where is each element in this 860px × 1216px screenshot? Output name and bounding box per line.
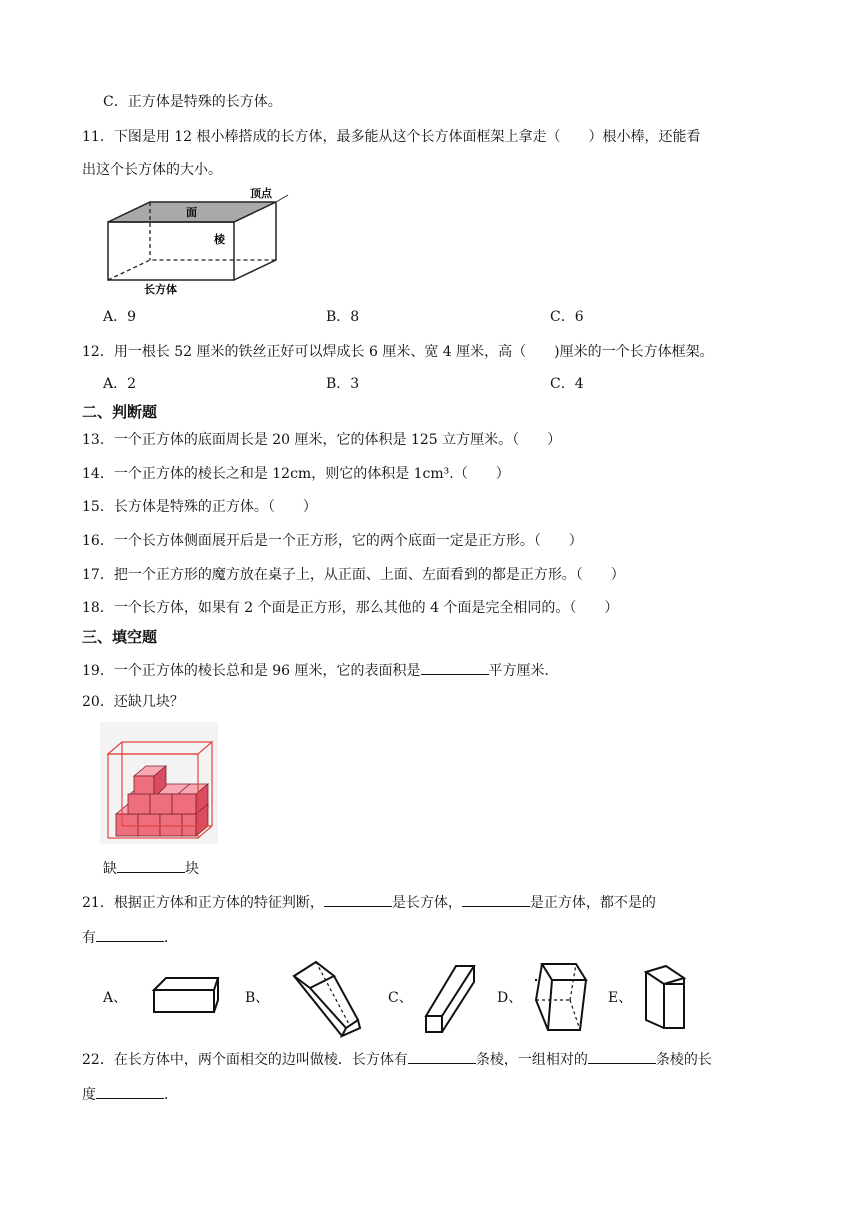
q20-answer-line (103, 858, 199, 879)
cuboid-hidden-edges (108, 260, 276, 280)
q22-line2 (82, 1084, 178, 1105)
q18-text: 18．一个长方体，如果有 2 个面是正方形，那么其他的 4 个面是完全相同的。（ ） (82, 600, 619, 616)
section-heading-judgement: 二、判断题 (82, 403, 158, 421)
q21-line (82, 892, 656, 913)
q11-text-cont: 出这个长方体的大小。 (82, 162, 222, 178)
label-vertex: 顶点 (250, 187, 272, 200)
q15-text: 15．长方体是特殊的正方体。（ ） (82, 499, 317, 515)
q21-blank-neither[interactable] (96, 927, 164, 942)
label-cuboid: 长方体 (144, 283, 177, 296)
q22-text-mid: 条棱，一组相对的 (475, 1052, 588, 1068)
cuboid-figure (100, 186, 290, 296)
shape-e-box (642, 962, 690, 1032)
shape-label-b: B、 (245, 990, 270, 1006)
q12-option-a[interactable]: A．2 (103, 376, 137, 392)
q12-text: 12．用一根长 52 厘米的铁丝正好可以焊成长 6 厘米、宽 4 厘米，高（ )厘米的一个长方体框架。 (82, 344, 714, 360)
q14-text: 14．一个正方体的棱长之和是 12cm，则它的体积是 1cm³.（ ） (82, 466, 510, 482)
q21-text-mid2: 是正方体，都不是的 (529, 895, 656, 911)
cube-blocks-figure (100, 722, 218, 844)
shape-c-tall-prism (420, 962, 478, 1038)
cuboid-front-face (108, 222, 234, 280)
q16-text: 16．一个长方体侧面展开后是一个正方形，它的两个底面一定是正方形。（ ） (82, 533, 583, 549)
q21-blank-cuboid[interactable] (324, 892, 392, 907)
q12-option-c[interactable]: C．4 (550, 376, 584, 392)
q11-option-c[interactable]: C．6 (550, 309, 584, 325)
q21b-text: 有 (82, 930, 96, 946)
q22-text-post: 条棱的长 (655, 1052, 712, 1068)
q21-text: 21．根据正方体和正方体的特征判断， (82, 895, 324, 911)
shape-a-flat-cuboid (148, 974, 224, 1018)
q10-option-c: C．正方体是特殊的长方体。 (103, 94, 282, 110)
q21-line2 (82, 927, 178, 948)
q11-option-a[interactable]: A．9 (103, 309, 137, 325)
q22-blank-opposite[interactable] (588, 1049, 656, 1064)
q22b-period: ． (164, 1087, 178, 1103)
shape-d-cube (528, 956, 592, 1036)
q11-option-b[interactable]: B．8 (326, 309, 360, 325)
q22-blank-length[interactable] (96, 1084, 164, 1099)
q19-line (82, 660, 559, 681)
q12-option-b[interactable]: B．3 (326, 376, 360, 392)
q20-text: 20．还缺几块？ (82, 694, 184, 710)
label-face: 面 (186, 206, 197, 219)
q20-answer-blank[interactable] (117, 858, 185, 873)
q21-blank-cube[interactable] (462, 892, 530, 907)
q20-lack-label: 缺 (103, 861, 117, 877)
q22-line (82, 1049, 712, 1070)
section-heading-fill: 三、填空题 (82, 628, 158, 646)
q19-text: 19．一个正方体的棱长总和是 96 厘米，它的表面积是 (82, 663, 421, 679)
vertex-pointer (276, 195, 288, 202)
q17-text: 17．把一个正方形的魔方放在桌子上，从正面、上面、左面看到的都是正方形。（ ） (82, 567, 625, 583)
q11-text: 11．下图是用 12 根小棒搭成的长方体，最多能从这个长方体面框架上拿走（ ）根小棒，还能看 (82, 129, 701, 145)
q13-text: 13．一个正方体的底面周长是 20 厘米，它的体积是 125 立方厘米。（ ） (82, 432, 562, 448)
shape-b-frustum (286, 958, 366, 1042)
q22b-text: 度 (82, 1087, 96, 1103)
shape-label-e: E、 (608, 990, 633, 1006)
q20-unit: 块 (185, 861, 199, 877)
q21-text-mid1: 是长方体， (391, 895, 462, 911)
q19-answer-blank[interactable] (421, 660, 489, 675)
q19-unit: 平方厘米． (488, 663, 559, 679)
q21b-period: ． (164, 930, 178, 946)
shape-label-a: A、 (103, 990, 128, 1006)
q22-text: 22．在长方体中，两个面相交的边叫做棱．长方体有 (82, 1052, 408, 1068)
shape-label-d: D、 (497, 990, 523, 1006)
label-edge: 棱 (214, 233, 225, 246)
shape-label-c: C、 (388, 990, 413, 1006)
q22-blank-edges[interactable] (408, 1049, 476, 1064)
